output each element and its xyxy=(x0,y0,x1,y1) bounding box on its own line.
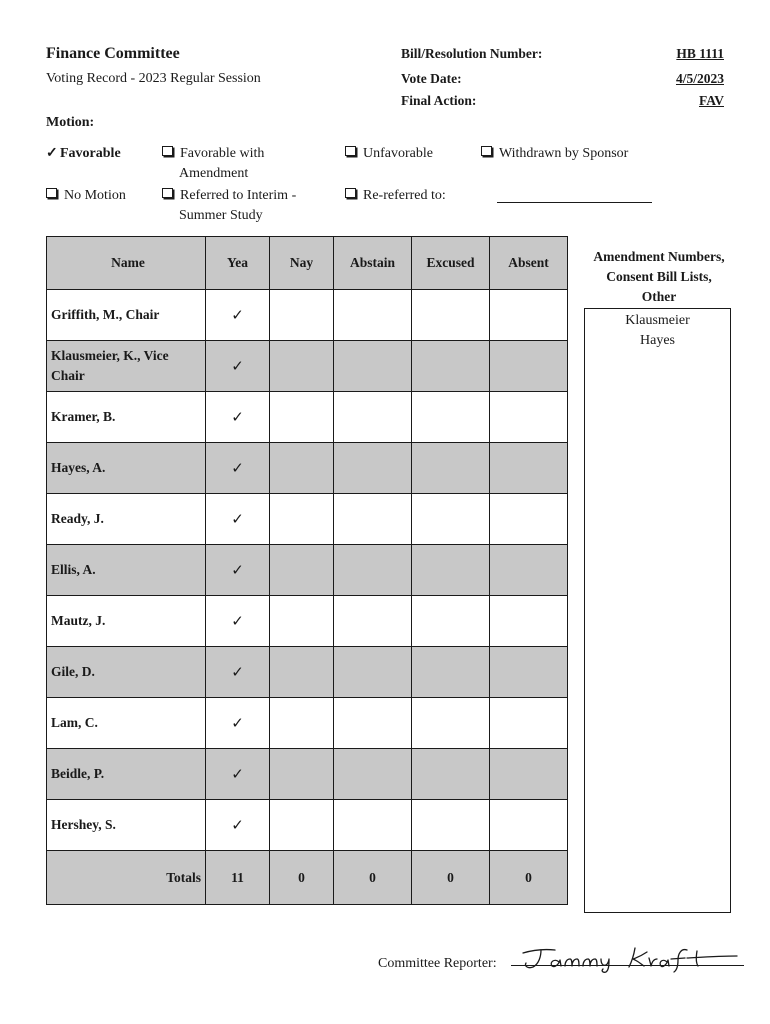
nay-cell[interactable] xyxy=(270,698,334,749)
table-row xyxy=(47,749,568,800)
check-icon: ✓ xyxy=(231,562,244,579)
motion-option-label: Favorable with xyxy=(180,146,265,161)
check-icon: ✓ xyxy=(231,460,244,477)
nay-cell[interactable] xyxy=(270,545,334,596)
yea-cell[interactable] xyxy=(206,698,270,749)
table-row xyxy=(47,494,568,545)
bill-number-value: HB 1111 xyxy=(676,46,724,61)
excused-cell[interactable] xyxy=(412,494,490,545)
nay-cell[interactable] xyxy=(270,596,334,647)
rereferred-blank-line[interactable] xyxy=(497,202,652,203)
reporter-label: Committee Reporter: xyxy=(378,956,497,971)
committee-title: Finance Committee xyxy=(46,45,180,62)
amendments-heading-line: Amendment Numbers, xyxy=(593,249,725,264)
member-name: Klausmeier, K., Vice Chair xyxy=(47,341,206,392)
abstain-cell[interactable] xyxy=(334,545,412,596)
table-row xyxy=(47,647,568,698)
motion-label: Motion: xyxy=(46,115,95,130)
nay-cell[interactable] xyxy=(270,290,334,341)
bill-number-label: Bill/Resolution Number: xyxy=(401,46,543,61)
check-icon: ✓ xyxy=(231,307,244,324)
check-icon: ✓ xyxy=(231,766,244,783)
total-nay: 0 xyxy=(270,851,334,905)
yea-cell[interactable] xyxy=(206,545,270,596)
nay-cell[interactable] xyxy=(270,443,334,494)
checkbox-icon xyxy=(481,146,492,156)
abstain-cell[interactable] xyxy=(334,698,412,749)
checkbox-icon xyxy=(345,146,356,156)
member-name: Mautz, J. xyxy=(47,596,206,647)
nay-cell[interactable] xyxy=(270,392,334,443)
check-icon: ✓ xyxy=(231,613,244,630)
excused-cell[interactable] xyxy=(412,698,490,749)
motion-option-label-cont: Summer Study xyxy=(179,208,263,223)
nay-cell[interactable] xyxy=(270,800,334,851)
excused-cell[interactable] xyxy=(412,800,490,851)
table-header-row xyxy=(47,237,568,290)
motion-option-label: Withdrawn by Sponsor xyxy=(499,146,629,161)
nay-cell[interactable] xyxy=(270,749,334,800)
check-icon: ✓ xyxy=(231,664,244,681)
total-absent: 0 xyxy=(490,851,568,905)
yea-cell[interactable] xyxy=(206,443,270,494)
member-name: Ellis, A. xyxy=(47,545,206,596)
absent-cell[interactable] xyxy=(490,392,568,443)
amendments-heading-line: Other xyxy=(641,289,677,304)
excused-cell[interactable] xyxy=(412,290,490,341)
table-row xyxy=(47,443,568,494)
motion-option-label: Favorable xyxy=(60,146,121,161)
motion-option-label-cont: Amendment xyxy=(179,166,249,181)
member-name: Lam, C. xyxy=(47,698,206,749)
absent-cell[interactable] xyxy=(490,494,568,545)
yea-cell[interactable] xyxy=(206,596,270,647)
motion-option-withdrawn[interactable] xyxy=(481,144,628,164)
header-abstain: Abstain xyxy=(334,237,412,290)
excused-cell[interactable] xyxy=(412,545,490,596)
totals-label: Totals xyxy=(47,851,206,905)
checkbox-icon xyxy=(162,188,173,198)
check-icon: ✓ xyxy=(231,358,244,375)
abstain-cell[interactable] xyxy=(334,341,412,392)
total-excused: 0 xyxy=(412,851,490,905)
abstain-cell[interactable] xyxy=(334,749,412,800)
absent-cell[interactable] xyxy=(490,545,568,596)
excused-cell[interactable] xyxy=(412,596,490,647)
final-action-label: Final Action: xyxy=(401,93,477,108)
excused-cell[interactable] xyxy=(412,749,490,800)
check-icon: ✓ xyxy=(231,715,244,732)
checked-icon: ✓ xyxy=(46,146,58,161)
header-yea: Yea xyxy=(206,237,270,290)
motion-option-no-motion[interactable] xyxy=(46,186,126,206)
header-absent: Absent xyxy=(490,237,568,290)
amendments-heading xyxy=(582,247,736,307)
checkbox-icon xyxy=(345,188,356,198)
motion-option-label: No Motion xyxy=(64,188,126,203)
amendment-entry: Hayes xyxy=(640,333,675,348)
member-name: Hayes, A. xyxy=(47,443,206,494)
absent-cell[interactable] xyxy=(490,749,568,800)
nay-cell[interactable] xyxy=(270,494,334,545)
yea-cell[interactable] xyxy=(206,647,270,698)
motion-option-rereferred[interactable] xyxy=(345,186,446,206)
abstain-cell[interactable] xyxy=(334,392,412,443)
abstain-cell[interactable] xyxy=(334,443,412,494)
signature-image xyxy=(515,944,747,974)
absent-cell[interactable] xyxy=(490,290,568,341)
motion-option-unfavorable[interactable] xyxy=(345,144,433,164)
amendments-heading-line: Consent Bill Lists, xyxy=(606,269,712,284)
total-abstain: 0 xyxy=(334,851,412,905)
final-action-value: FAV xyxy=(698,93,724,108)
motion-option-favorable[interactable] xyxy=(46,144,121,164)
member-name: Gile, D. xyxy=(47,647,206,698)
table-row xyxy=(47,290,568,341)
yea-cell[interactable] xyxy=(206,749,270,800)
absent-cell[interactable] xyxy=(490,341,568,392)
yea-cell[interactable] xyxy=(206,494,270,545)
excused-cell[interactable] xyxy=(412,647,490,698)
motion-option-label: Unfavorable xyxy=(363,146,433,161)
session-subtitle: Voting Record - 2023 Regular Session xyxy=(46,71,261,86)
excused-cell[interactable] xyxy=(412,392,490,443)
checkbox-icon xyxy=(46,188,57,198)
motion-option-favorable-with-amendment[interactable] xyxy=(162,144,264,184)
absent-cell[interactable] xyxy=(490,596,568,647)
table-row xyxy=(47,341,568,392)
abstain-cell[interactable] xyxy=(334,800,412,851)
checkbox-icon xyxy=(162,146,173,156)
abstain-cell[interactable] xyxy=(334,494,412,545)
amendments-box[interactable] xyxy=(584,308,731,913)
abstain-cell[interactable] xyxy=(334,290,412,341)
motion-option-label: Referred to Interim - xyxy=(180,188,297,203)
excused-cell[interactable] xyxy=(412,443,490,494)
check-icon: ✓ xyxy=(231,409,244,426)
vote-table xyxy=(46,236,568,905)
check-icon: ✓ xyxy=(231,817,244,834)
amendment-entry: Klausmeier xyxy=(625,313,690,328)
yea-cell[interactable] xyxy=(206,341,270,392)
table-row xyxy=(47,392,568,443)
member-name: Griffith, M., Chair xyxy=(47,290,206,341)
header-name: Name xyxy=(47,237,206,290)
yea-cell[interactable] xyxy=(206,800,270,851)
absent-cell[interactable] xyxy=(490,698,568,749)
total-yea: 11 xyxy=(206,851,270,905)
excused-cell[interactable] xyxy=(412,341,490,392)
table-row xyxy=(47,800,568,851)
motion-option-referred-interim[interactable] xyxy=(162,186,296,226)
table-row xyxy=(47,596,568,647)
header-nay: Nay xyxy=(270,237,334,290)
member-name: Kramer, B. xyxy=(47,392,206,443)
totals-row xyxy=(47,851,568,905)
yea-cell[interactable] xyxy=(206,392,270,443)
header-excused: Excused xyxy=(412,237,490,290)
vote-date-value: 4/5/2023 xyxy=(675,71,724,86)
member-name: Beidle, P. xyxy=(47,749,206,800)
member-name: Hershey, S. xyxy=(47,800,206,851)
absent-cell[interactable] xyxy=(490,443,568,494)
nay-cell[interactable] xyxy=(270,341,334,392)
table-row xyxy=(47,545,568,596)
abstain-cell[interactable] xyxy=(334,647,412,698)
absent-cell[interactable] xyxy=(490,647,568,698)
absent-cell[interactable] xyxy=(490,800,568,851)
check-icon: ✓ xyxy=(231,511,244,528)
nay-cell[interactable] xyxy=(270,647,334,698)
table-row xyxy=(47,698,568,749)
yea-cell[interactable] xyxy=(206,290,270,341)
motion-option-label: Re-referred to: xyxy=(363,188,446,203)
abstain-cell[interactable] xyxy=(334,596,412,647)
member-name: Ready, J. xyxy=(47,494,206,545)
vote-date-label: Vote Date: xyxy=(401,71,462,86)
